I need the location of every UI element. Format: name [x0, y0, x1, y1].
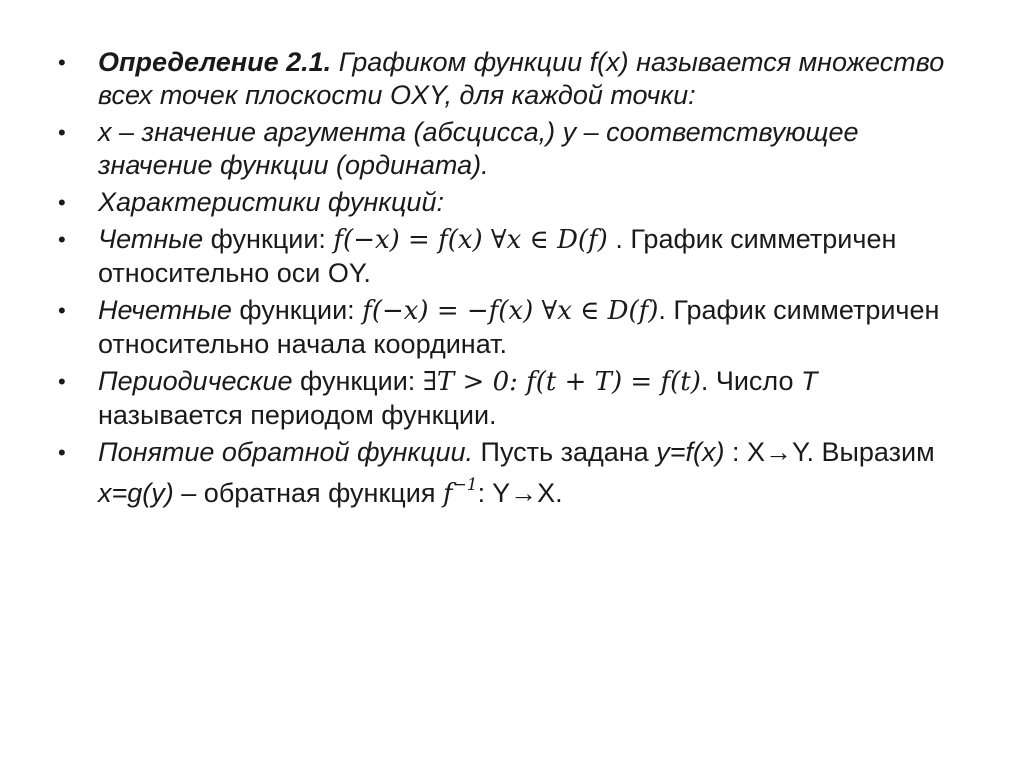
definition-text: Графиком функции f(x) называется множество всех точек плоскости OXY, для каждой точки:: [98, 47, 945, 110]
inverse-term: Понятие обратной функции.: [98, 437, 474, 467]
inverse-function-item: [56, 436, 956, 511]
bullet-icon: •: [58, 227, 66, 252]
even-tail: . График симметричен относительно оси OY.: [98, 224, 897, 288]
inverse-symbol-exponent: −1: [452, 475, 478, 495]
periodic-tail-2: называется периодом функции.: [98, 400, 497, 430]
characteristics-text: Характеристики функций:: [98, 187, 444, 217]
bullet-list: [56, 46, 956, 515]
argument-item: [56, 116, 956, 182]
periodic-formula: ∃T > 0: f(t + T) = f(t): [422, 367, 701, 397]
periodic-term: Периодические: [98, 366, 293, 396]
even-term: Четные: [98, 224, 204, 254]
odd-functions-item: [56, 294, 956, 361]
periodic-tail: . Число: [700, 366, 801, 396]
odd-term: Нечетные: [98, 295, 232, 325]
even-lead: функции:: [203, 224, 334, 254]
bullet-icon: •: [58, 50, 66, 75]
bullet-icon: •: [58, 440, 66, 465]
function-expression: y=f(x): [656, 437, 725, 467]
inverse-mid-2: – обратная функция: [173, 478, 443, 508]
odd-formula: f(−x) = −f(x) ∀x ∈ D(f): [362, 296, 659, 326]
inverse-expression: x=g(y): [98, 478, 174, 508]
even-functions-item: [56, 223, 956, 290]
odd-tail: . График симметричен относительно начала координат.: [98, 295, 940, 359]
odd-lead: функции:: [231, 295, 363, 325]
argument-text: x – значение аргумента (абсцисса,) y – соответствующее значение функции (ордината).: [98, 117, 859, 180]
inverse-mid-1: : X→Y. Выразим: [724, 437, 935, 467]
definition-title: Определение 2.1.: [98, 47, 332, 77]
even-formula: f(−x) = f(x) ∀x ∈ D(f): [333, 225, 608, 255]
period-variable: T: [801, 366, 818, 396]
periodic-functions-item: [56, 365, 956, 432]
bullet-icon: •: [58, 298, 66, 323]
inverse-symbol-base: f: [442, 479, 453, 509]
periodic-lead: функции:: [292, 366, 423, 396]
definition-item: [56, 46, 956, 112]
inverse-tail: : Y→X.: [477, 478, 563, 508]
inverse-lead: Пусть задана: [473, 437, 657, 467]
bullet-icon: •: [58, 190, 66, 215]
characteristics-item: [56, 186, 956, 219]
bullet-icon: •: [58, 369, 66, 394]
bullet-icon: •: [58, 120, 66, 145]
